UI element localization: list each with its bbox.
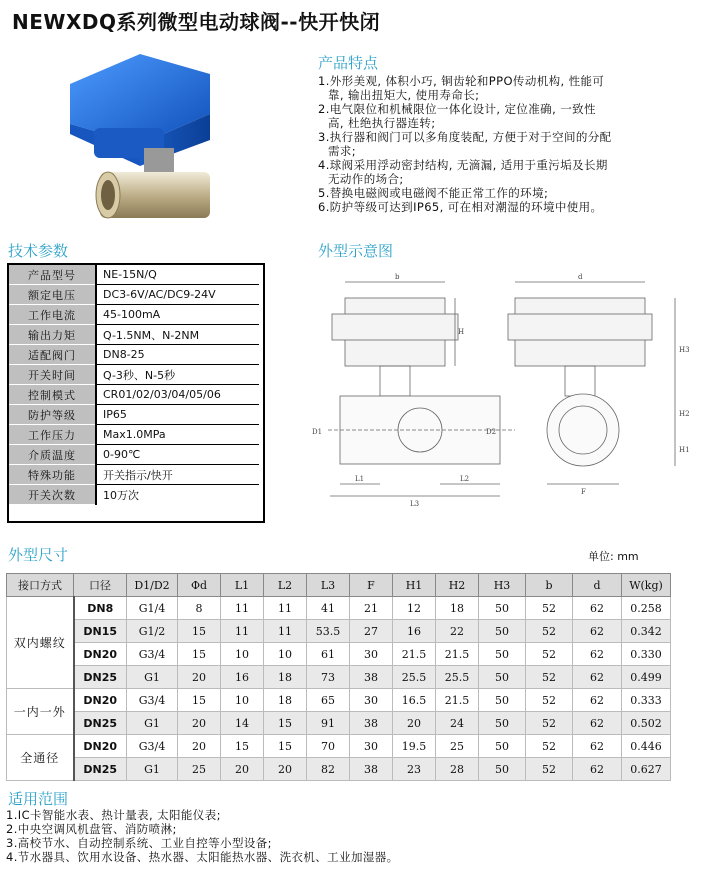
cell: 91 xyxy=(307,712,350,735)
cell: 18 xyxy=(436,597,479,620)
cell: 24 xyxy=(436,712,479,735)
cell: 27 xyxy=(350,620,393,643)
cell: 52 xyxy=(526,597,573,620)
spec-key: 工作压力 xyxy=(9,425,96,445)
cell: DN20 xyxy=(74,735,127,758)
col-header: D1/D2 xyxy=(127,574,178,597)
dims-heading: 外型尺寸 xyxy=(8,546,69,564)
cell: 62 xyxy=(573,689,622,712)
cell: 0.502 xyxy=(622,712,671,735)
spec-key: 产品型号 xyxy=(9,265,96,285)
cell: 50 xyxy=(479,712,526,735)
cell: 23 xyxy=(393,758,436,781)
spec-value: Q-3秒、N-5秒 xyxy=(96,365,259,385)
cell: 52 xyxy=(526,689,573,712)
cell: 38 xyxy=(350,712,393,735)
spec-key: 特殊功能 xyxy=(9,465,96,485)
cell: 16.5 xyxy=(393,689,436,712)
col-header: F xyxy=(350,574,393,597)
app-line: 4.节水器具、饮用水设备、热水器、太阳能热水器、洗衣机、工业加湿器。 xyxy=(6,850,399,864)
col-header: H2 xyxy=(436,574,479,597)
feature-line: 4.球阀采用浮动密封结构, 无滴漏, 适用于重污垢及长期 xyxy=(318,158,608,172)
col-header: 接口方式 xyxy=(7,574,74,597)
specs-heading: 技术参数 xyxy=(8,242,69,260)
cell: 52 xyxy=(526,758,573,781)
cell: 25.5 xyxy=(393,666,436,689)
cell: 21 xyxy=(350,597,393,620)
spec-value: DN8-25 xyxy=(96,345,259,365)
col-header: H3 xyxy=(479,574,526,597)
right-neck xyxy=(565,366,595,396)
spec-value: 开关指示/快开 xyxy=(96,465,259,485)
dims-row xyxy=(7,620,671,643)
spec-row xyxy=(9,365,259,385)
cell: 70 xyxy=(307,735,350,758)
label-H2: H2 xyxy=(679,410,690,418)
apps-list xyxy=(6,808,399,864)
label-L3: L3 xyxy=(410,500,420,508)
spec-row xyxy=(9,425,259,445)
dims-row xyxy=(7,597,671,620)
dims-header-row xyxy=(7,574,671,597)
cell: 16 xyxy=(221,666,264,689)
spec-row xyxy=(9,485,259,505)
col-header: H1 xyxy=(393,574,436,597)
col-header: d xyxy=(573,574,622,597)
cell: 50 xyxy=(479,620,526,643)
cell: G3/4 xyxy=(127,735,178,758)
spec-key: 开关时间 xyxy=(9,365,96,385)
spec-key: 介质温度 xyxy=(9,445,96,465)
spec-value: DC3-6V/AC/DC9-24V xyxy=(96,285,259,305)
cell: 15 xyxy=(264,735,307,758)
dims-table xyxy=(6,573,671,781)
cell: 28 xyxy=(436,758,479,781)
cell: G1/2 xyxy=(127,620,178,643)
cell: 50 xyxy=(479,643,526,666)
cell: 22 xyxy=(436,620,479,643)
cell: G1 xyxy=(127,666,178,689)
feature-line: 需求; xyxy=(328,144,357,158)
dims-row xyxy=(7,735,671,758)
cell: 41 xyxy=(307,597,350,620)
spec-key: 防护等级 xyxy=(9,405,96,425)
cell: 62 xyxy=(573,620,622,643)
label-H: H xyxy=(458,328,465,336)
col-header: Φd xyxy=(178,574,221,597)
cell: 82 xyxy=(307,758,350,781)
cell: DN20 xyxy=(74,689,127,712)
cell: 52 xyxy=(526,666,573,689)
label-b: b xyxy=(395,273,400,281)
cell: 14 xyxy=(221,712,264,735)
cell: 0.446 xyxy=(622,735,671,758)
app-line: 1.IC卡智能水表、热计量表, 太阳能仪表; xyxy=(6,808,221,822)
cell: G3/4 xyxy=(127,689,178,712)
feature-line: 5.替换电磁阀或电磁阀不能正常工作的环境; xyxy=(318,186,549,200)
right-valve-body xyxy=(547,394,619,466)
page-title: NEWXDQ系列微型电动球阀--快开快闭 xyxy=(12,10,381,34)
cell: 30 xyxy=(350,643,393,666)
cell: 50 xyxy=(479,597,526,620)
dimension-diagram xyxy=(300,262,710,512)
right-actuator-band xyxy=(508,314,652,340)
spec-key: 工作电流 xyxy=(9,305,96,325)
cell: 19.5 xyxy=(393,735,436,758)
spec-value: CR01/02/03/04/05/06 xyxy=(96,385,259,405)
cell: 52 xyxy=(526,620,573,643)
spec-row xyxy=(9,385,259,405)
spec-row xyxy=(9,285,259,305)
col-header: L3 xyxy=(307,574,350,597)
apps-heading: 适用范围 xyxy=(8,790,69,808)
spec-row xyxy=(9,445,259,465)
spec-value: 45-100mA xyxy=(96,305,259,325)
spec-row xyxy=(9,305,259,325)
cell: G1/4 xyxy=(127,597,178,620)
spec-value: Max1.0MPa xyxy=(96,425,259,445)
dims-unit: 单位: mm xyxy=(588,550,639,563)
app-line: 2.中央空调风机盘管、消防喷淋; xyxy=(6,822,177,836)
feature-line: 3.执行器和阀门可以多角度装配, 方便于对于空间的分配 xyxy=(318,130,612,144)
cell: 15 xyxy=(221,735,264,758)
dims-row xyxy=(7,689,671,712)
cell: 73 xyxy=(307,666,350,689)
dims-row xyxy=(7,643,671,666)
cell: 15 xyxy=(178,643,221,666)
cell: 53.5 xyxy=(307,620,350,643)
spec-value: Q-1.5NM、N-2NM xyxy=(96,325,259,345)
cell: 62 xyxy=(573,735,622,758)
col-header: L2 xyxy=(264,574,307,597)
cell: 10 xyxy=(221,689,264,712)
cell: 0.330 xyxy=(622,643,671,666)
label-H3: H3 xyxy=(679,346,690,354)
label-L1: L1 xyxy=(355,475,365,483)
feature-line: 1.外形美观, 体积小巧, 铜齿轮和PPO传动机构, 性能可 xyxy=(318,74,605,88)
cell: 21.5 xyxy=(436,689,479,712)
cell: 8 xyxy=(178,597,221,620)
cell: 52 xyxy=(526,712,573,735)
cell: 38 xyxy=(350,758,393,781)
cell: 20 xyxy=(264,758,307,781)
cell: 21.5 xyxy=(436,643,479,666)
group-label: 全通径 xyxy=(7,735,74,781)
cell: 0.342 xyxy=(622,620,671,643)
left-neck xyxy=(380,366,410,396)
col-header: W(kg) xyxy=(622,574,671,597)
cell: 21.5 xyxy=(393,643,436,666)
spec-key: 开关次数 xyxy=(9,485,96,505)
spec-key: 额定电压 xyxy=(9,285,96,305)
spec-row xyxy=(9,465,259,485)
label-F: F xyxy=(581,488,586,496)
left-actuator-band xyxy=(332,314,458,340)
cell: 20 xyxy=(221,758,264,781)
cell: 38 xyxy=(350,666,393,689)
col-header: 口径 xyxy=(74,574,127,597)
features-heading: 产品特点 xyxy=(318,54,379,72)
spec-row xyxy=(9,325,259,345)
cell: DN25 xyxy=(74,712,127,735)
spec-value: 10万次 xyxy=(96,485,259,505)
cell: 65 xyxy=(307,689,350,712)
cell: 0.258 xyxy=(622,597,671,620)
cell: DN25 xyxy=(74,666,127,689)
cell: 50 xyxy=(479,666,526,689)
cell: 25 xyxy=(178,758,221,781)
app-line: 3.高校节水、自动控制系统、工业自控等小型设备; xyxy=(6,836,272,850)
cell: G3/4 xyxy=(127,643,178,666)
dims-row xyxy=(7,758,671,781)
cell: 25 xyxy=(436,735,479,758)
spec-value: IP65 xyxy=(96,405,259,425)
cell: 52 xyxy=(526,735,573,758)
cell: 50 xyxy=(479,689,526,712)
label-D2: D2 xyxy=(486,428,497,436)
feature-line: 靠, 输出扭矩大, 使用寿命长; xyxy=(328,88,480,102)
feature-line: 高, 杜绝执行器连转; xyxy=(328,116,436,130)
cell: DN20 xyxy=(74,643,127,666)
feature-line: 6.防护等级可达到IP65, 可在相对潮湿的环境中使用。 xyxy=(318,200,603,214)
label-H1: H1 xyxy=(679,446,690,454)
cell: 11 xyxy=(221,620,264,643)
cell: 18 xyxy=(264,689,307,712)
cell: 62 xyxy=(573,758,622,781)
feature-line: 2.电气限位和机械限位一体化设计, 定位准确, 一致性 xyxy=(318,102,596,116)
cell: 62 xyxy=(573,712,622,735)
cell: 20 xyxy=(178,735,221,758)
spec-value: NE-15N/Q xyxy=(96,265,259,285)
cell: 15 xyxy=(178,689,221,712)
cell: 20 xyxy=(393,712,436,735)
cell: 25.5 xyxy=(436,666,479,689)
dims-row xyxy=(7,712,671,735)
cell: DN8 xyxy=(74,597,127,620)
label-L2: L2 xyxy=(460,475,470,483)
cell: 11 xyxy=(264,620,307,643)
spec-row xyxy=(9,405,259,425)
cell: 50 xyxy=(479,735,526,758)
label-d: d xyxy=(578,273,583,281)
cell: 18 xyxy=(264,666,307,689)
valve-port-inner xyxy=(101,180,115,210)
cell: 11 xyxy=(264,597,307,620)
group-label: 一内一外 xyxy=(7,689,74,735)
cell: 15 xyxy=(264,712,307,735)
dims-row xyxy=(7,666,671,689)
features-list xyxy=(318,74,710,214)
cell: 16 xyxy=(393,620,436,643)
diagram-heading: 外型示意图 xyxy=(318,242,394,260)
cell: DN25 xyxy=(74,758,127,781)
cell: 52 xyxy=(526,643,573,666)
feature-line: 无动作的场合; xyxy=(328,172,404,186)
label-D1: D1 xyxy=(312,428,323,436)
spec-row xyxy=(9,265,259,285)
product-photo xyxy=(60,44,230,234)
cell: 0.333 xyxy=(622,689,671,712)
spec-value: 0-90℃ xyxy=(96,445,259,465)
cell: 62 xyxy=(573,666,622,689)
cell: 62 xyxy=(573,597,622,620)
cell: 30 xyxy=(350,689,393,712)
cell: 12 xyxy=(393,597,436,620)
cell: 10 xyxy=(221,643,264,666)
spec-row xyxy=(9,345,259,365)
col-header: L1 xyxy=(221,574,264,597)
cell: 11 xyxy=(221,597,264,620)
cell: DN15 xyxy=(74,620,127,643)
cell: 50 xyxy=(479,758,526,781)
cell: 0.627 xyxy=(622,758,671,781)
spec-key: 控制模式 xyxy=(9,385,96,405)
specs-table xyxy=(9,265,259,505)
cell: 0.499 xyxy=(622,666,671,689)
cell: 15 xyxy=(178,620,221,643)
cell: 20 xyxy=(178,712,221,735)
cell: G1 xyxy=(127,758,178,781)
cell: 20 xyxy=(178,666,221,689)
cell: G1 xyxy=(127,712,178,735)
cell: 61 xyxy=(307,643,350,666)
spec-key: 输出力矩 xyxy=(9,325,96,345)
cell: 30 xyxy=(350,735,393,758)
group-label: 双内螺纹 xyxy=(7,597,74,689)
cell: 10 xyxy=(264,643,307,666)
col-header: b xyxy=(526,574,573,597)
cell: 62 xyxy=(573,643,622,666)
spec-key: 适配阀门 xyxy=(9,345,96,365)
